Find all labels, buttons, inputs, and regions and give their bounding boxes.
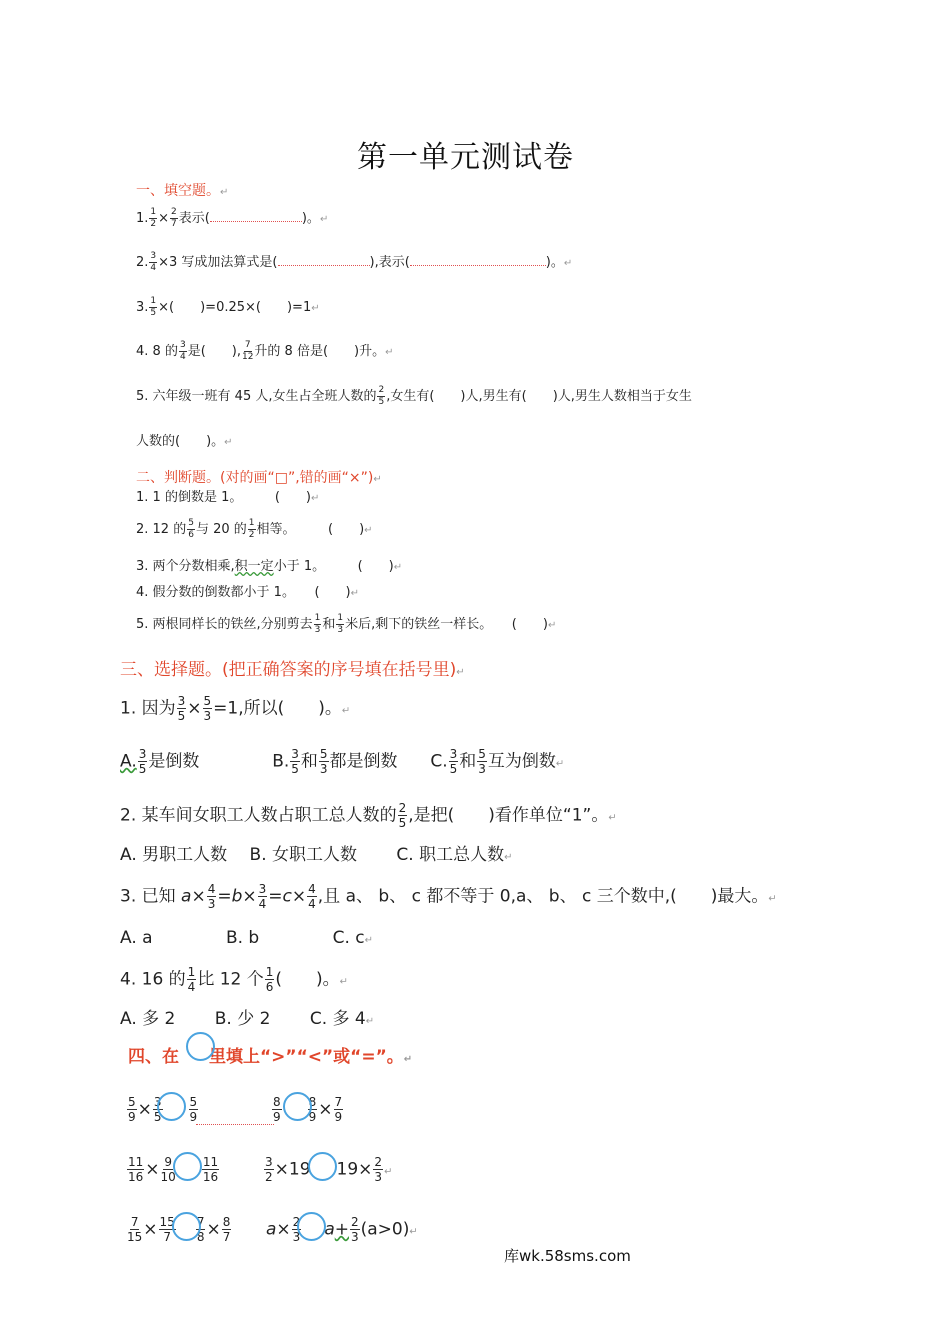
compare-item-5: $\frac{7}{15}$ × $\frac{15}{7}$ $\frac{7}{8}$ × $\frac{8}{7}$ [127, 1215, 231, 1244]
compare-item-2: $\frac{8}{9}$ $\frac{8}{9}$ × $\frac{7}{9}$ [273, 1095, 343, 1124]
footer-watermark: 库wk.58sms.com [504, 1247, 631, 1265]
answer-blank[interactable] [410, 265, 546, 266]
section-heading-judge: 二、判断题。(对的画“□”,错的画“×”)↵ [136, 470, 382, 486]
fill-question-2: 2. $\frac{3}{4}$ ×3 写成加法算式是( ),表示( )。↵ [136, 251, 573, 273]
compare-item-1: $\frac{5}{9}$ × $\frac{3}{5}$ $\frac{5}{9}$ [128, 1095, 198, 1124]
fill-question-3: 3. $\frac{1}{5}$ ×( )=0.25×( )=1↵ [136, 296, 320, 318]
section-heading-compare: 四、在 里填上“>”“<”或“=”。↵ [128, 1047, 413, 1067]
fill-question-4: 4. 8 的 $\frac{3}{4}$ 是( ), $\frac{7}{12}$ 升的 8 倍是( )升。↵ [136, 340, 394, 362]
fill-question-5: 5. 六年级一班有 45 人,女生占全班人数的 $\frac{2}{5}$ ,女生有( )人,男生有( )人,男生人数相当于女生 [136, 385, 692, 407]
compare-answer-circle[interactable] [172, 1212, 201, 1241]
compare-item-3: $\frac{11}{16}$ × $\frac{9}{10}$ $\frac{11}{16}$ [128, 1155, 219, 1184]
choice-question-1-options: A. $\frac{3}{5}$ 是倒数 B. $\frac{3}{5}$ 和 $\frac{5}{3}$ 都是倒数 C. $\frac{3}{5}$ 和 $\frac{5}{3}$ 互为倒数↵ [120, 747, 565, 776]
compare-circle-icon [186, 1032, 215, 1061]
answer-blank[interactable] [278, 265, 370, 266]
compare-answer-circle[interactable] [308, 1152, 337, 1181]
section-heading-fill: 一、填空题。↵ [136, 183, 229, 199]
wavy-underline [196, 1124, 274, 1125]
compare-item-6: a× $\frac{2}{3}$ a+ $\frac{2}{3}$ (a>0)↵ [266, 1215, 418, 1244]
compare-answer-circle[interactable] [157, 1092, 186, 1121]
choice-question-4-options: A. 多 2 B. 少 2 C. 多 4↵ [120, 1009, 375, 1029]
answer-blank[interactable] [210, 221, 302, 222]
choice-question-3: 3. 已知 a× $\frac{4}{3}$ =b× $\frac{3}{4}$ =c× $\frac{4}{4}$ ,且 a、 b、 c 都不等于 0,a、 b、 c 三个数中,( )最大。↵ [120, 882, 777, 911]
choice-question-4: 4. 16 的 $\frac{1}{4}$ 比 12 个 $\frac{1}{6}$ ( )。↵ [120, 965, 349, 994]
choice-question-1: 1. 因为 $\frac{3}{5}$ × $\frac{5}{3}$ =1,所以( )。↵ [120, 694, 351, 723]
judge-question-1: 1. 1 的倒数是 1。 ( )↵ [136, 490, 320, 505]
choice-question-2-options: A. 男职工人数 B. 女职工人数 C. 职工总人数↵ [120, 845, 513, 865]
page-title: 第一单元测试卷 [357, 140, 574, 175]
compare-item-4: $\frac{3}{2}$ ×19 19× $\frac{2}{3}$ ↵ [265, 1155, 393, 1184]
section-heading-choice: 三、选择题。(把正确答案的序号填在括号里)↵ [120, 660, 465, 680]
compare-answer-circle[interactable] [283, 1092, 312, 1121]
compare-answer-circle[interactable] [173, 1152, 202, 1181]
judge-question-5: 5. 两根同样长的铁丝,分别剪去 $\frac{1}{3}$ 和 $\frac{1}{3}$ 米后,剩下的铁丝一样长。 ( )↵ [136, 613, 557, 635]
compare-answer-circle[interactable] [297, 1212, 326, 1241]
judge-question-3: 3. 两个分数相乘,积一定小于 1。 ( )↵ [136, 559, 403, 574]
judge-question-2: 2. 12 的 $\frac{5}{6}$ 与 20 的 $\frac{1}{2}$ 相等。 ( )↵ [136, 518, 373, 540]
judge-question-4: 4. 假分数的倒数都小于 1。 ( )↵ [136, 585, 359, 600]
fill-question-5-cont: 人数的( )。↵ [136, 434, 233, 449]
choice-question-3-options: A. a B. b C. c↵ [120, 928, 374, 948]
choice-question-2: 2. 某车间女职工人数占职工总人数的 $\frac{2}{5}$ ,是把( )看作单位“1”。↵ [120, 801, 617, 830]
fill-question-1: 1. $\frac{1}{2}$ × $\frac{2}{7}$ 表示( )。↵ [136, 207, 329, 229]
